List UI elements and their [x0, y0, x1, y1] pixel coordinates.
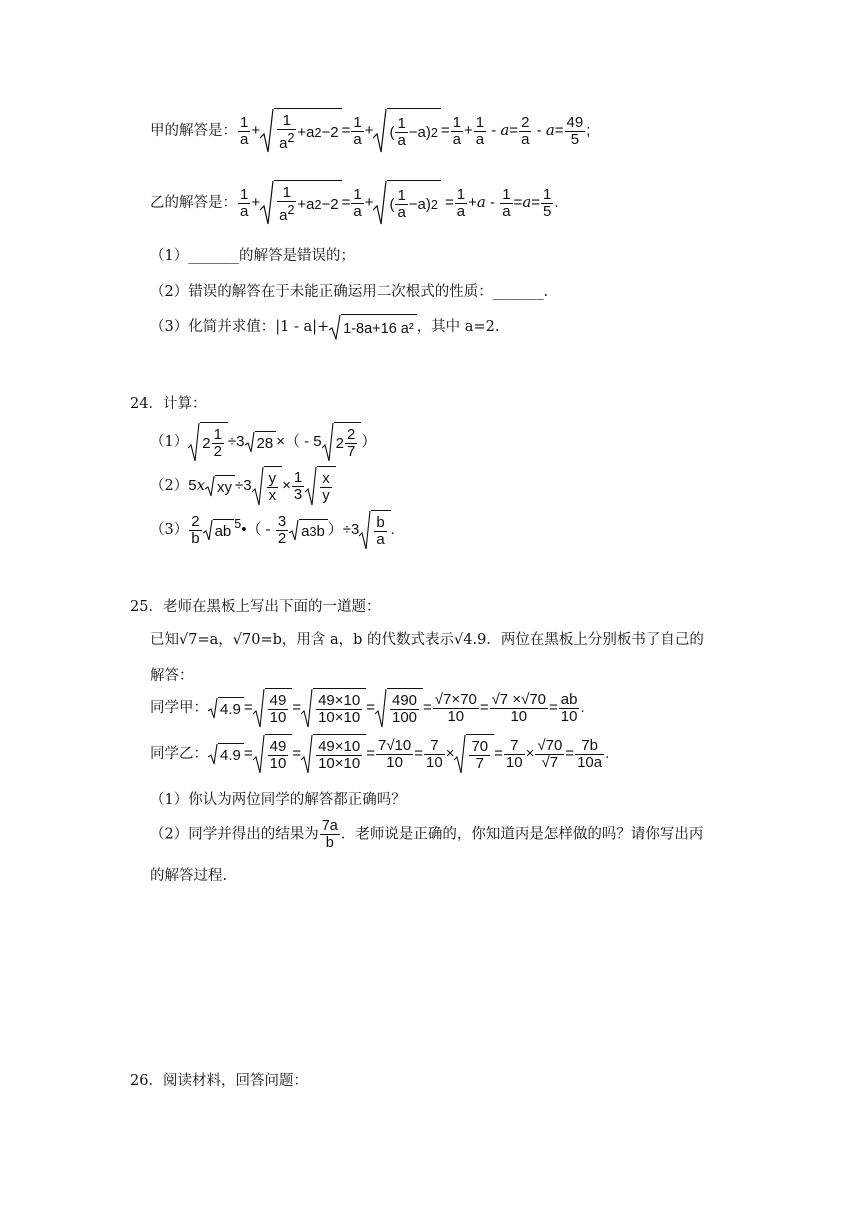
q23-sub3-suffix: ，其中 a=2.	[416, 319, 500, 335]
q23-sub3-prefix: （3）化简并求值：|1 - a|+	[150, 319, 330, 335]
q25-given-cont: 解答：	[150, 668, 194, 684]
q23-sub1: （1）_______的解答是错误的；	[150, 248, 355, 264]
q25-given: 已知√7=a，√70=b，用含 a，b 的代数式表示√4.9．两位在黑板上分别板书了自己的	[150, 632, 704, 648]
q23-jia-solution: 甲的解答是： $\frac{1}{a}$ + $\frac{1}{a^2}$ +a 2 −2 = $\frac{1}{a}$ + ( $\frac{1}{a}$ −a) 2 = $\frac{1}{a}$ + $\frac{1}{a}$ - a= $\frac{2}{a}$ - a= $\frac{49}{5}$ ;	[150, 108, 590, 154]
q25-sub2: （2）同学并得出的结果为 $\frac{7a}{b}$ ．老师说是正确的，你知道丙是怎样做的吗？请你写出丙	[150, 818, 704, 851]
q23-sub2: （2）错误的解答在于未能正确运用二次根式的性质：_______.	[150, 284, 549, 300]
q25-yi-solution: 同学乙： 4.9 = $\frac{49}{10}$ = $\frac{49\times 10}{10\times 10}$ = $\frac{7√10}{10}$ = $\frac{7}{10}$ × $\frac{70}{7}$ = $\frac{7}{10}$ × $\frac{√70}{√7}$ = $\frac{7b}{10a}$ .	[150, 734, 609, 774]
q25-sub2-suffix: ．老师说是正确的，你知道丙是怎样做的吗？请你写出丙	[340, 826, 704, 843]
q25-sub2-prefix: （2）同学并得出的结果为	[150, 826, 319, 843]
q24-item-2: （2）5x xy ÷3 $\frac{y}{x}$ × $\frac{1}{3}$ $\frac{x}{y}$	[150, 466, 336, 506]
q23-sub3-radicand: 1-8a+16 a²	[341, 314, 417, 340]
q25-sub1: （1）你认为两位同学的解答都正确吗？	[150, 792, 406, 808]
q24-item-1: （1） 2 $\frac{1}{2}$ ÷3 28 ×（ - 5 2 $\frac{2}{7}$ ）	[150, 422, 376, 462]
q23-yi-solution: 乙的解答是： $\frac{1}{a}$ + $\frac{1}{a^2}$ +a 2 −2 = $\frac{1}{a}$ + ( $\frac{1}{a}$ −a) 2 = $\frac{1}{a}$ +a - $\frac{1}{a}$ =a= $\frac{1}{5}$ .	[150, 180, 559, 226]
q25-title: 25．老师在黑板上写出下面的一道题：	[130, 599, 381, 615]
q23-sub3	[150, 314, 499, 340]
q26-title: 26．阅读材料，回答问题：	[130, 1073, 308, 1089]
q24-item-3: （3） $\frac{2}{b}$ ab $^5$•（ - $\frac{3}{2}$ a 3 b ）÷3 $\frac{b}{a}$ .	[150, 510, 395, 550]
q23-jia-label: 甲的解答是：	[150, 122, 237, 139]
q24-title: 24．计算：	[130, 396, 207, 412]
q25-jia-solution: 同学甲： 4.9 = $\frac{49}{10}$ = $\frac{49\times 10}{10\times 10}$ = $\frac{490}{100}$ = $\frac{√7\times 70}{10}$ = $\frac{√7 \times√70}{10}$ = $\frac{ab}{10}$ .	[150, 688, 585, 728]
q23-yi-label: 乙的解答是：	[150, 194, 237, 211]
q25-sub2-cont: 的解答过程.	[150, 868, 228, 884]
q25-jia-label: 同学甲：	[150, 699, 208, 716]
q25-yi-label: 同学乙：	[150, 745, 208, 762]
